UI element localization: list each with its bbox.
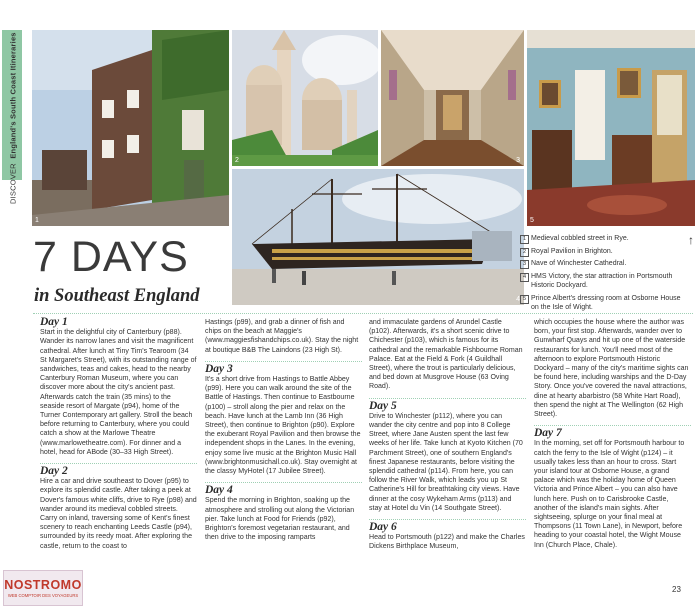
photo-number: 4	[516, 296, 520, 303]
caption-item	[520, 294, 688, 313]
photo-captions	[520, 234, 688, 316]
day-6-heading: Day 6	[369, 519, 526, 533]
caption-number: 5	[520, 295, 529, 304]
day-7-heading: Day 7	[534, 425, 691, 439]
day-7-text: In the morning, set off for Portsmouth harbour to catch the ferry to the Isle of Wight (p124) – it usually takes less than an hour to cross. Start your island tour at Osborne House, a grand palace which was the holiday home of Queen Victoria and Prince Albert – you can also have lunch here. Push on to Carisbrooke Castle, another of the island's main sights. After sightseeing, splurge on your final meal at Thompsons (11 Town Lane), in Newport, before heading to your coastal hotel, the Wight Mouse Inn (Church Place, Chale).	[534, 440, 685, 549]
photo-osborne-room	[527, 30, 695, 226]
caption-text: Royal Pavilion in Brighton.	[531, 247, 613, 255]
nostromo-logo	[3, 570, 83, 606]
section-divider	[33, 313, 693, 314]
photo-number: 3	[516, 157, 520, 164]
day-1-text: Start in the delightful city of Canterbury (p88). Wander its narrow lanes and visit the magnificent cathedral. After lunch at Tiny Tim's Tearoom (34 St Margaret's Street), with its outstanding range of sandwiches, teas and cakes, head to the nearby Canterbury Roman Museum, where you can discover more about the city's ancient past. Afterwards catch the train (35 mins) to the seaside resort of Margate (p94), home of the Turner Contemporary art gallery. Stroll the beach before returning to Canterbury, where you could catch a show at the Marlowe Theatre (www.marlowetheatre.com). For dinner and a hotel, head for ABode (30–33 High Street).	[40, 329, 197, 456]
day-4-text: Spend the morning in Brighton, soaking up the atmosphere and strolling out along the Victorian pier. Take lunch at Food for Friends (p92), Brighton's foremost vegetarian restaurant, and then drive to the imposing ramparts	[205, 497, 355, 542]
logo-tagline: WEB COMPTOIR DES VOYAGEURS	[7, 593, 79, 598]
page-subtitle: in Southeast England	[34, 286, 200, 306]
text-column-1	[40, 318, 197, 551]
caption-text: Nave of Winchester Cathedral.	[531, 260, 627, 267]
page-number: 23	[672, 585, 681, 594]
caption-number: 4	[520, 273, 529, 282]
caption-item	[520, 272, 688, 291]
day-3-text: It's a short drive from Hastings to Battle Abbey (p99). Here you can walk around the site of the Battle of Hastings. Then continue to Eastbourne (p100) – stroll along the pier and relax on the beach. Have lunch at the Lamb Inn (36 High Street), then continue to Brighton (p90). Explore the exuberant Royal Pavilion and then browse the independent shops in the Lanes. In the evening, enjoy some live music at the Brighton Music Hall (www.brightonmusichall.co.uk). Stay overnight at the classy MyHotel (17 Jubilee Street).	[205, 376, 361, 476]
text-column-3	[369, 318, 526, 552]
caption-number: 2	[520, 248, 529, 257]
caption-number: 1	[520, 235, 529, 244]
caption-number: 3	[520, 260, 529, 269]
caption-item	[520, 247, 688, 257]
caption-item	[520, 259, 688, 269]
photo-hms-victory	[232, 169, 524, 305]
day-4-text-continued: and immaculate gardens of Arundel Castle (p102). Afterwards, it's a short scenic drive to Chichester (p103), which is famous for its cathedral and the remarkable Fishbourne Roman Palace. Eat at the Field & Fork (4 Guildhall Street), where the trout is particularly delicious, and bed down at Musgrove House (63 Oving Road).	[369, 319, 523, 391]
logo-name: NOSTROMO	[4, 578, 82, 592]
section-title: England's South Coast Itineraries	[8, 32, 18, 159]
caption-text: HMS Victory, the star attraction in Portsmouth Historic Dockyard.	[531, 272, 673, 289]
arrow-up-icon: ↑	[688, 233, 694, 247]
day-2-text: Hire a car and drive southeast to Dover (p95) to explore its splendid castle. After taking a peek at Dover's famous white cliffs, drive to Rye (p98) and wander around its medieval cobbled streets. Carry on inland, traversing some of Kent's finest scenery to reach enchanting Leeds Castle (p94), surrounded by its reedy moat. After exploring the castle, return to the coast to	[40, 478, 197, 550]
day-2-heading: Day 2	[40, 463, 197, 477]
caption-item	[520, 234, 688, 244]
text-column-4	[534, 318, 691, 550]
day-6-text-continued: which occupies the house where the author was born, your first stop. Afterwards, wander over to Gunwharf Quays and hit up one of the waterside restaurants for lunch. You'll need most of the afternoon to explore Portsmouth Historic Dockyard – many of the city's maritime sights can be found here, including warships and the D-Day Story. Once you've covered the naval attractions, dine at hearty abarbistro (58 White Hart Road), then spend the night at The Wellington (62 High Street).	[534, 319, 689, 419]
day-5-text: Drive to Winchester (p112), where you can wander the city centre and pop into 8 College Street, where Jane Austen spent the last few weeks of her life. Take lunch at Kyoto Kitchen (70 Parchment Street), one of southern England's finest Japanese restaurants, before visiting the splendid cathedral (p114). From here, you can follow the River Walk, which leads you up St Catherine's Hill for breathtaking city views. Have dinner at the cosy Wykeham Arms (p113) and stay at Hotel du Vin (14 Southgate Street).	[369, 412, 523, 512]
day-3-heading: Day 3	[205, 361, 362, 375]
day-6-text: Head to Portsmouth (p122) and make the Charles Dickens Birthplace Museum,	[369, 534, 525, 551]
day-1-heading: Day 1	[40, 316, 68, 328]
photo-number: 2	[235, 157, 239, 164]
photo-royal-pavilion	[232, 30, 378, 166]
text-column-2	[205, 318, 362, 542]
section-name: DISCOVER	[8, 162, 18, 204]
day-5-heading: Day 5	[369, 398, 526, 412]
photo-number: 1	[35, 217, 39, 224]
photo-winchester-nave	[381, 30, 524, 166]
day-4-heading: Day 4	[205, 482, 362, 496]
section-label	[2, 32, 24, 262]
photo-rye-street	[32, 30, 229, 226]
day-2-text-continued: Hastings (p99), and grab a dinner of fish and chips on the beach at Maggie's (www.maggiesfishandchips.co.uk). Stay the night at boutique B&B The Laindons (23 High St).	[205, 319, 359, 354]
page-title: 7 DAYS	[33, 233, 189, 281]
caption-text: Prince Albert's dressing room at Osborne House on the Isle of Wight.	[531, 294, 681, 311]
caption-text: Medieval cobbled street in Rye.	[531, 235, 629, 242]
photo-number: 5	[530, 217, 534, 224]
